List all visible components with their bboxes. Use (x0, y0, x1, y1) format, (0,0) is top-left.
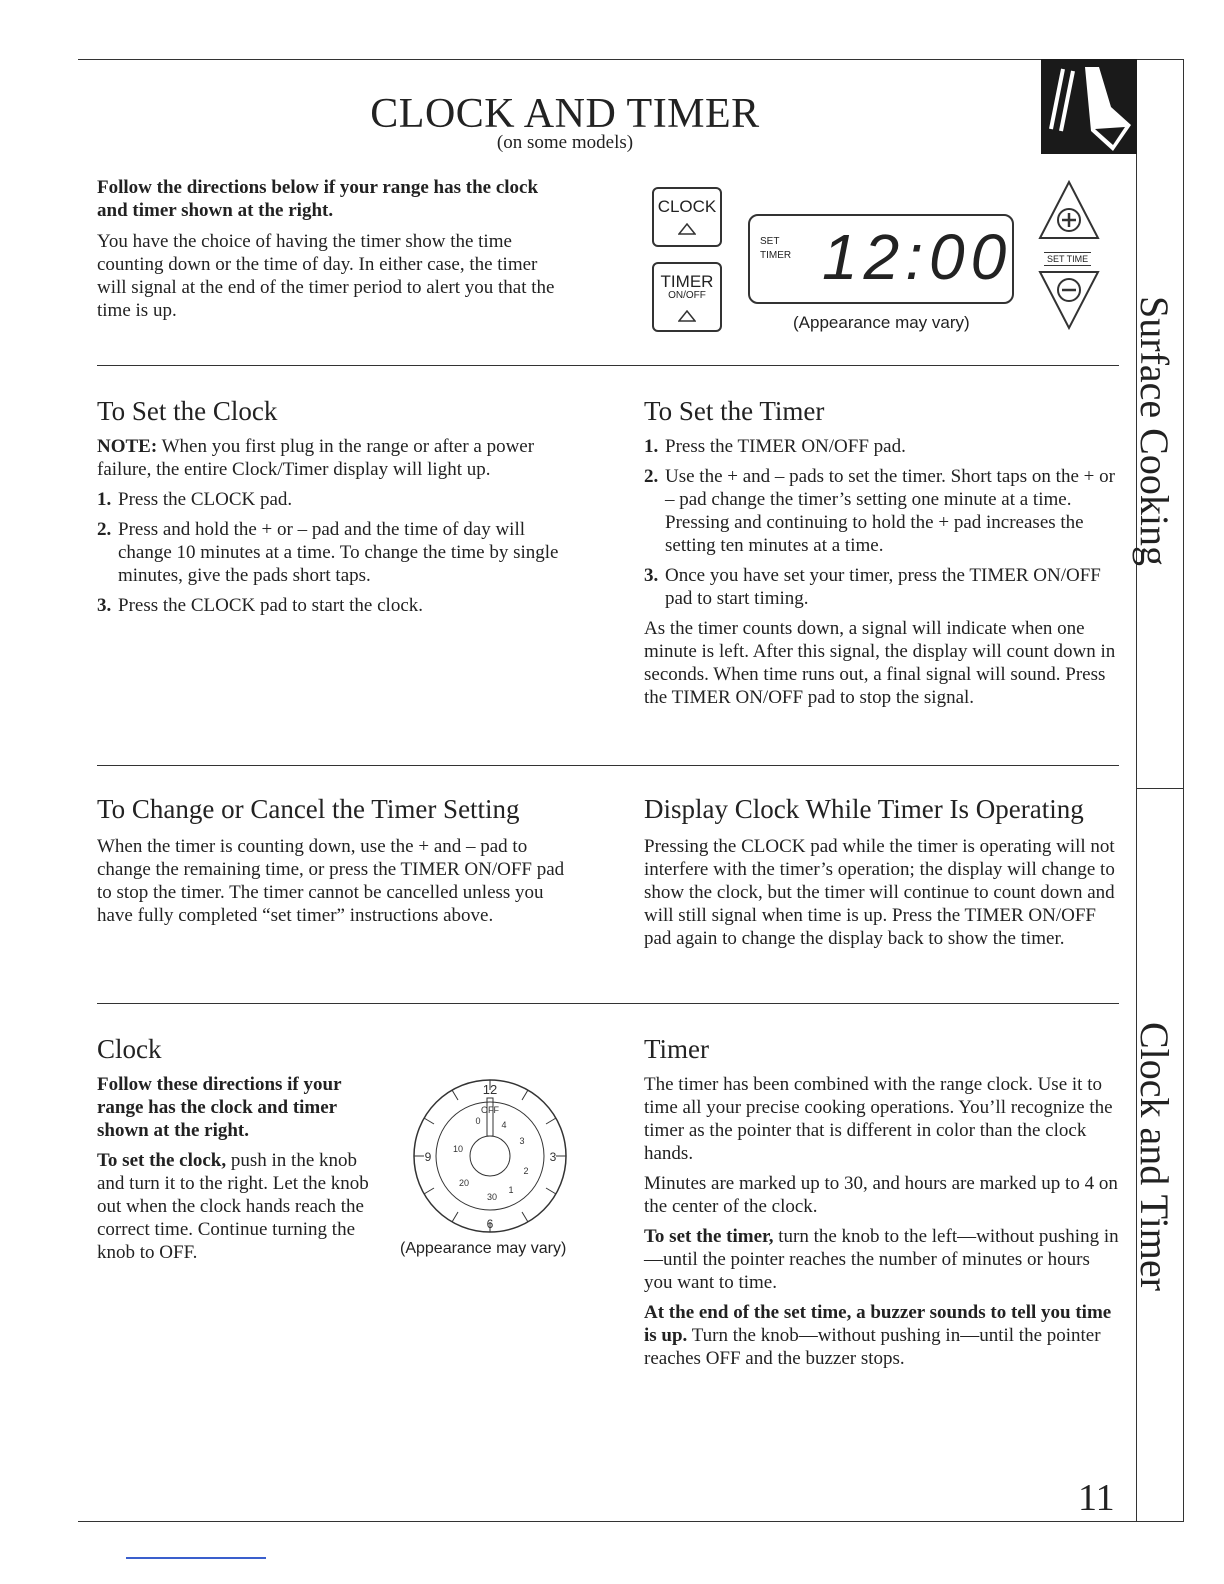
dial-9: 9 (424, 1150, 432, 1164)
note-text: When you first plug in the range or after a power failure, the entire Clock/Timer display will light up. (97, 436, 535, 480)
timer-p3-body: turn the knob to the left—without pushing in—until the pointer reaches the number of minutes or hours you want to time. (644, 1226, 1119, 1293)
display-clock-section (644, 794, 1122, 957)
bottom-rule (78, 1521, 1184, 1522)
dial-t30: 30 (486, 1192, 498, 1202)
clock-bold-intro: Follow these directions if your range has the clock and timer shown at the right. (97, 1074, 342, 1141)
list-item (644, 465, 1122, 557)
display-clock-text: Pressing the CLOCK pad while the timer is operating will not interfere with the timer’s operation; the display will change to show the clock, but the timer will continue to count down and will still signal when time is up. Press the TIMER ON/OFF pad again to change the display back to show the timer. (644, 836, 1115, 949)
timer-p3-label: To set the timer, (644, 1226, 774, 1247)
page-title: CLOCK AND TIMER (370, 91, 760, 137)
clock-set-body: push in the knob and turn it to the right. Let the knob out when the clock hands reach the correct time. Continue turning the knob to OFF. (97, 1150, 369, 1263)
section-rule-1 (97, 365, 1119, 366)
step-text: Press the TIMER ON/OFF pad. (665, 436, 906, 457)
sidebar-right-border (1183, 59, 1184, 1521)
intro-text: You have the choice of having the timer show the time counting down or the time of day. In either case, the timer will signal at the end of the timer period to alert you that the time is up. (97, 231, 555, 321)
step-number: 2. (644, 466, 659, 487)
page-subtitle: (on some models) (496, 132, 634, 153)
set-clock-steps (97, 488, 577, 617)
set-time-label: SET TIME (1044, 252, 1091, 266)
dial-t10: 10 (452, 1144, 464, 1154)
clock-set-text (97, 1149, 377, 1264)
clock-pad-label: CLOCK (657, 197, 717, 216)
display-digits: 12:00 (822, 221, 1013, 293)
step-number: 1. (97, 489, 112, 510)
top-rule (78, 59, 1184, 60)
clock-pad-arrow-icon (678, 223, 696, 235)
note-label: NOTE: (97, 436, 158, 457)
timer-p1: The timer has been combined with the range clock. Use it to time all your precise cooking operations. You’ll recognize the timer as the pointer that is different in color than the clock hands. (644, 1074, 1113, 1164)
set-timer-heading: To Set the Timer (644, 396, 825, 426)
timer-p3 (644, 1225, 1122, 1294)
timer-p4 (644, 1301, 1122, 1370)
dial-off: OFF (481, 1105, 499, 1115)
timer-p4-body: Turn the knob—without pushing in—until the pointer reaches OFF and the buzzer stops. (644, 1325, 1101, 1369)
step-number: 3. (644, 565, 659, 586)
set-timer-section (644, 396, 1122, 716)
clock-pad (652, 187, 722, 247)
display-clock-heading: Display Clock While Timer Is Operating (644, 794, 1084, 824)
change-cancel-section (97, 794, 577, 934)
timer-section (644, 1034, 1122, 1377)
dial-6: 6 (486, 1217, 494, 1231)
timer-p4-label: At the end of the set time, a buzzer sounds to tell you time is up. (644, 1302, 1112, 1346)
intro-section (97, 176, 567, 329)
page-number: 11 (1078, 1477, 1115, 1519)
section-rule-3 (97, 1003, 1119, 1004)
sidebar-tab-surface-cooking: Surface Cooking (1132, 296, 1177, 566)
dial-t0: 0 (475, 1116, 481, 1126)
list-item (97, 594, 577, 617)
dial-t3: 3 (519, 1136, 525, 1146)
change-cancel-heading: To Change or Cancel the Timer Setting (97, 794, 520, 824)
timer-pad-label: TIMER (660, 272, 714, 291)
clock-display (748, 214, 1014, 304)
step-text: Once you have set your timer, press the TIMER ON/OFF pad to start timing. (665, 565, 1101, 609)
minus-pad-icon (1038, 268, 1100, 332)
list-item (644, 435, 1122, 458)
dial-12: 12 (482, 1082, 498, 1097)
set-clock-section (97, 396, 577, 624)
timer-pad (652, 262, 722, 332)
clock-heading: Clock (97, 1034, 162, 1064)
set-timer-steps (644, 435, 1122, 610)
sidebar-tab-clock-and-timer: Clock and Timer (1132, 1022, 1177, 1291)
dial-3: 3 (549, 1150, 557, 1164)
sidebar-divider (1136, 788, 1183, 789)
sidebar-left-border (1136, 59, 1137, 1521)
dial-t2: 2 (523, 1166, 529, 1176)
step-text: Press the CLOCK pad. (118, 489, 293, 510)
clock-set-label: To set the clock, (97, 1150, 227, 1171)
clock-dial-illustration (410, 1076, 570, 1236)
list-item (97, 488, 577, 511)
timer-pad-arrow-icon (678, 310, 696, 322)
change-cancel-text: When the timer is counting down, use the + and – pad to change the remaining time, or press the TIMER ON/OFF pad to stop the timer. The timer cannot be cancelled unless you have fully completed “set timer” instructions above. (97, 836, 565, 926)
timer-heading: Timer (644, 1034, 710, 1064)
step-number: 3. (97, 595, 112, 616)
panel-caption: (Appearance may vary) (793, 313, 970, 332)
set-timer-paragraph: As the timer counts down, a signal will indicate when one minute is left. After this signal, the display will count down in seconds. When time runs out, a final signal will sound. Press the TIMER ON/OFF pad to stop the signal. (644, 618, 1116, 708)
dial-caption: (Appearance may vary) (400, 1240, 567, 1257)
step-text: Use the + and – pads to set the timer. Short taps on the + or – pad change the timer’s setting one minute at a time. Pressing and continuing to hold the + pad increases the setting ten minutes at a time. (665, 466, 1115, 556)
set-clock-heading: To Set the Clock (97, 396, 278, 426)
set-clock-note (97, 435, 577, 481)
timer-p2: Minutes are marked up to 30, and hours are marked up to 4 on the center of the clock. (644, 1173, 1118, 1217)
clock-section (97, 1034, 377, 1271)
step-text: Press and hold the + or – pad and the time of day will change 10 minutes at a time. To change the time by single minutes, give the pads short taps. (118, 519, 559, 586)
dial-t1: 1 (508, 1185, 514, 1195)
plus-pad-icon (1038, 180, 1100, 244)
intro-bold: Follow the directions below if your range has the clock and timer shown at the right. (97, 177, 539, 221)
step-text: Press the CLOCK pad to start the clock. (118, 595, 424, 616)
dial-t4: 4 (501, 1120, 507, 1130)
timer-pad-sublabel: ON/OFF (668, 290, 706, 301)
list-item (644, 564, 1122, 610)
step-number: 1. (644, 436, 659, 457)
display-set-label: SET (760, 236, 780, 247)
list-item (97, 518, 577, 587)
bottom-blue-mark (126, 1557, 266, 1559)
section-rule-2 (97, 765, 1119, 766)
dial-t20: 20 (458, 1178, 470, 1188)
display-timer-label: TIMER (760, 250, 792, 261)
step-number: 2. (97, 519, 112, 540)
